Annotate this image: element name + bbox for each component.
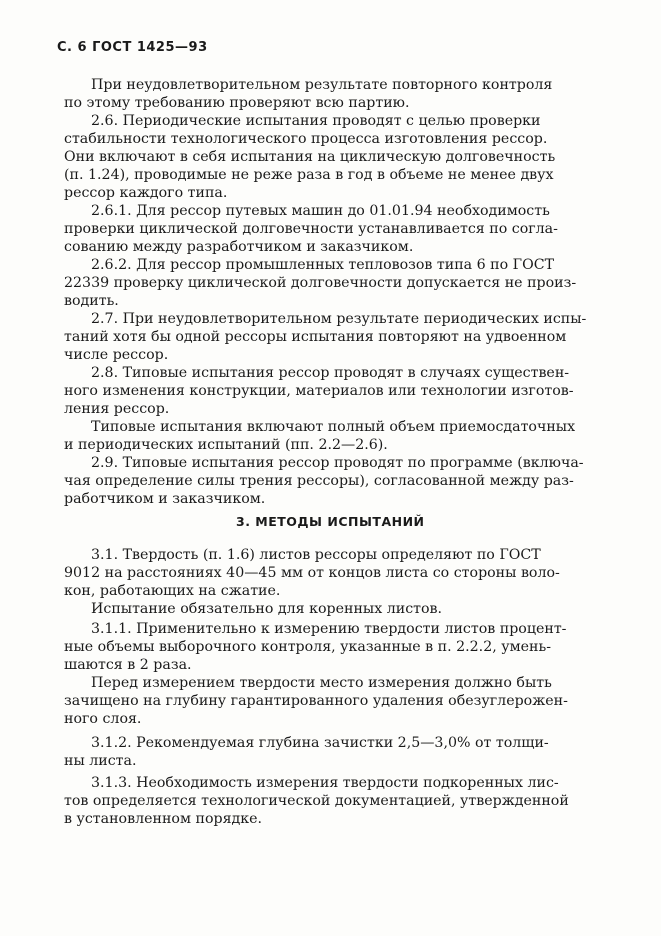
text-line: Они включают в себя испытания на циклическую долговечность: [64, 149, 556, 165]
text-line: 2.7. При неудовлетворительном результате периодических испы-: [91, 311, 587, 327]
text-line: ления рессор.: [64, 401, 170, 417]
text-line: 3.1. Твердость (п. 1.6) листов рессоры определяют по ГОСТ: [91, 547, 541, 563]
text-line: 2.6.2. Для рессор промышленных тепловозов типа 6 по ГОСТ: [91, 257, 555, 273]
text-line: водить.: [64, 293, 119, 309]
text-line: проверки циклической долговечности устанавливается по согла-: [64, 221, 558, 237]
text-line: кон, работающих на сжатие.: [64, 583, 281, 599]
text-line: тов определяется технологической документацией, утвержденной: [64, 793, 569, 809]
page-header: С. 6 ГОСТ 1425—93: [57, 40, 208, 55]
text-line: 9012 на расстояниях 40—45 мм от концов листа со стороны воло-: [64, 565, 560, 581]
text-line: ны листа.: [64, 753, 137, 769]
text-line: по этому требованию проверяют всю партию.: [64, 95, 410, 111]
text-line: Перед измерением твердости место измерения должно быть: [91, 675, 552, 691]
text-line: рессор каждого типа.: [64, 185, 228, 201]
text-line: (п. 1.24), проводимые не реже раза в год в объеме не менее двух: [64, 167, 554, 183]
text-line: ного слоя.: [64, 711, 142, 727]
text-line: 2.6.1. Для рессор путевых машин до 01.01.94 необходимость: [91, 203, 550, 219]
text-line: чая определение силы трения рессоры), согласованной между раз-: [64, 473, 574, 489]
section-heading: 3. МЕТОДЫ ИСПЫТАНИЙ: [236, 514, 425, 529]
text-line: 3.1.2. Рекомендуемая глубина зачистки 2,5—3,0% от толщи-: [91, 735, 549, 751]
text-line: работчиком и заказчиком.: [64, 491, 266, 507]
text-line: зачищено на глубину гарантированного удаления обезуглерожен-: [64, 693, 568, 709]
text-line: Типовые испытания включают полный объем приемосдаточных: [91, 419, 576, 435]
text-line: сованию между разработчиком и заказчиком.: [64, 239, 414, 255]
text-line: 2.9. Типовые испытания рессор проводят по программе (включа-: [91, 455, 584, 471]
text-line: 2.6. Периодические испытания проводят с целью проверки: [91, 113, 541, 129]
text-line: числе рессор.: [64, 347, 169, 363]
text-line: таний хотя бы одной рессоры испытания повторяют на удвоенном: [64, 329, 567, 345]
text-line: и периодических испытаний (пп. 2.2—2.6).: [64, 437, 388, 453]
text-line: 3.1.3. Необходимость измерения твердости подкоренных лис-: [91, 775, 559, 791]
text-line: шаются в 2 раза.: [64, 657, 192, 673]
text-line: Испытание обязательно для коренных листов.: [91, 601, 443, 617]
text-line: 2.8. Типовые испытания рессор проводят в случаях существен-: [91, 365, 570, 381]
text-line: ного изменения конструкции, материалов или технологии изготов-: [64, 383, 574, 399]
text-line: 22339 проверку циклической долговечности допускается не произ-: [64, 275, 577, 291]
text-line: ные объемы выборочного контроля, указанные в п. 2.2.2, умень-: [64, 639, 551, 655]
text-line: 3.1.1. Применительно к измерению твердости листов процент-: [91, 621, 567, 637]
text-line: При неудовлетворительном результате повторного контроля: [91, 77, 553, 93]
text-line: в установленном порядке.: [64, 811, 263, 827]
text-line: стабильности технологического процесса изготовления рессор.: [64, 131, 548, 147]
